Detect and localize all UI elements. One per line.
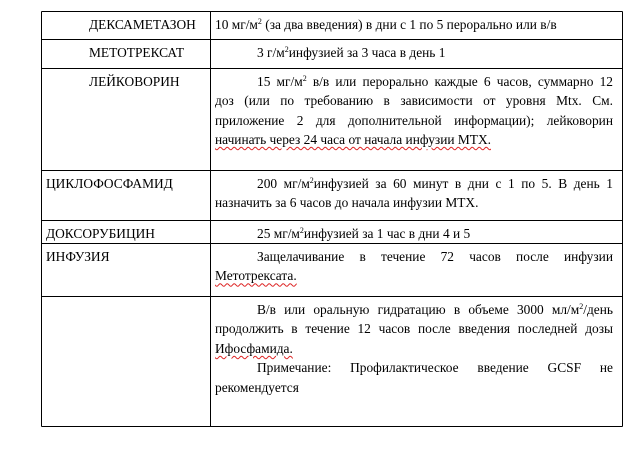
drug-name-infusion: ИНФУЗИЯ <box>46 249 110 264</box>
hydration-instructions: В/в или оральную гидратацию в объеме 3000 $мл/м^2$/день продолжить в течение 12 часов после введения последней дозы Ифосфамида. Примечание: Профилактическое введение GCSF не рекомендуется <box>215 302 613 395</box>
drug-name-methotrexate: МЕТОТРЕКСАТ <box>89 45 185 60</box>
dose-doxorubicin: 25 $мг/м^2инфузией$ за 1 час в дни 4 и 5 <box>257 226 471 241</box>
drug-name-leucovorin: ЛЕЙКОВОРИН <box>89 74 180 89</box>
dose-leucovorin: 15 $мг/м^2$ в/в или перорально каждые 6 часов, суммарно 12 доз (или по требованию в зависимости от уровня Mtx. См. приложение 2 для дополнительной информации); лейковорин начинать через 24 часа от начала инфузии МТХ. <box>215 74 613 148</box>
note-gcsf: Примечание: Профилактическое введение GCSF не <box>257 360 613 376</box>
dose-methotrexate: 3 $г/м^2инфузией$ за 3 часа в день 1 <box>257 45 446 60</box>
drug-name-dexamethasone: ДЕКСАМЕТАЗОН <box>89 17 196 32</box>
dose-dexamethasone: 10 $мг/м^2$ (за два введения) в дни с 1 по 5 перорально или в/в <box>215 17 557 32</box>
drug-name-cyclophosphamide: ЦИКЛОФОСФАМИД <box>46 176 173 191</box>
infusion-alkalinization: Защелачивание в течение 72 часов после инфузии Метотрексата. <box>215 249 613 284</box>
drug-name-doxorubicin: ДОКСОРУБИЦИН <box>46 226 155 241</box>
dose-cyclophosphamide: 200 $мг/м^2инфузией$ за 60 минут в дни с 1 по 5. В день 1 назначить за 6 часов до начала инфузии МТХ. <box>215 176 613 211</box>
